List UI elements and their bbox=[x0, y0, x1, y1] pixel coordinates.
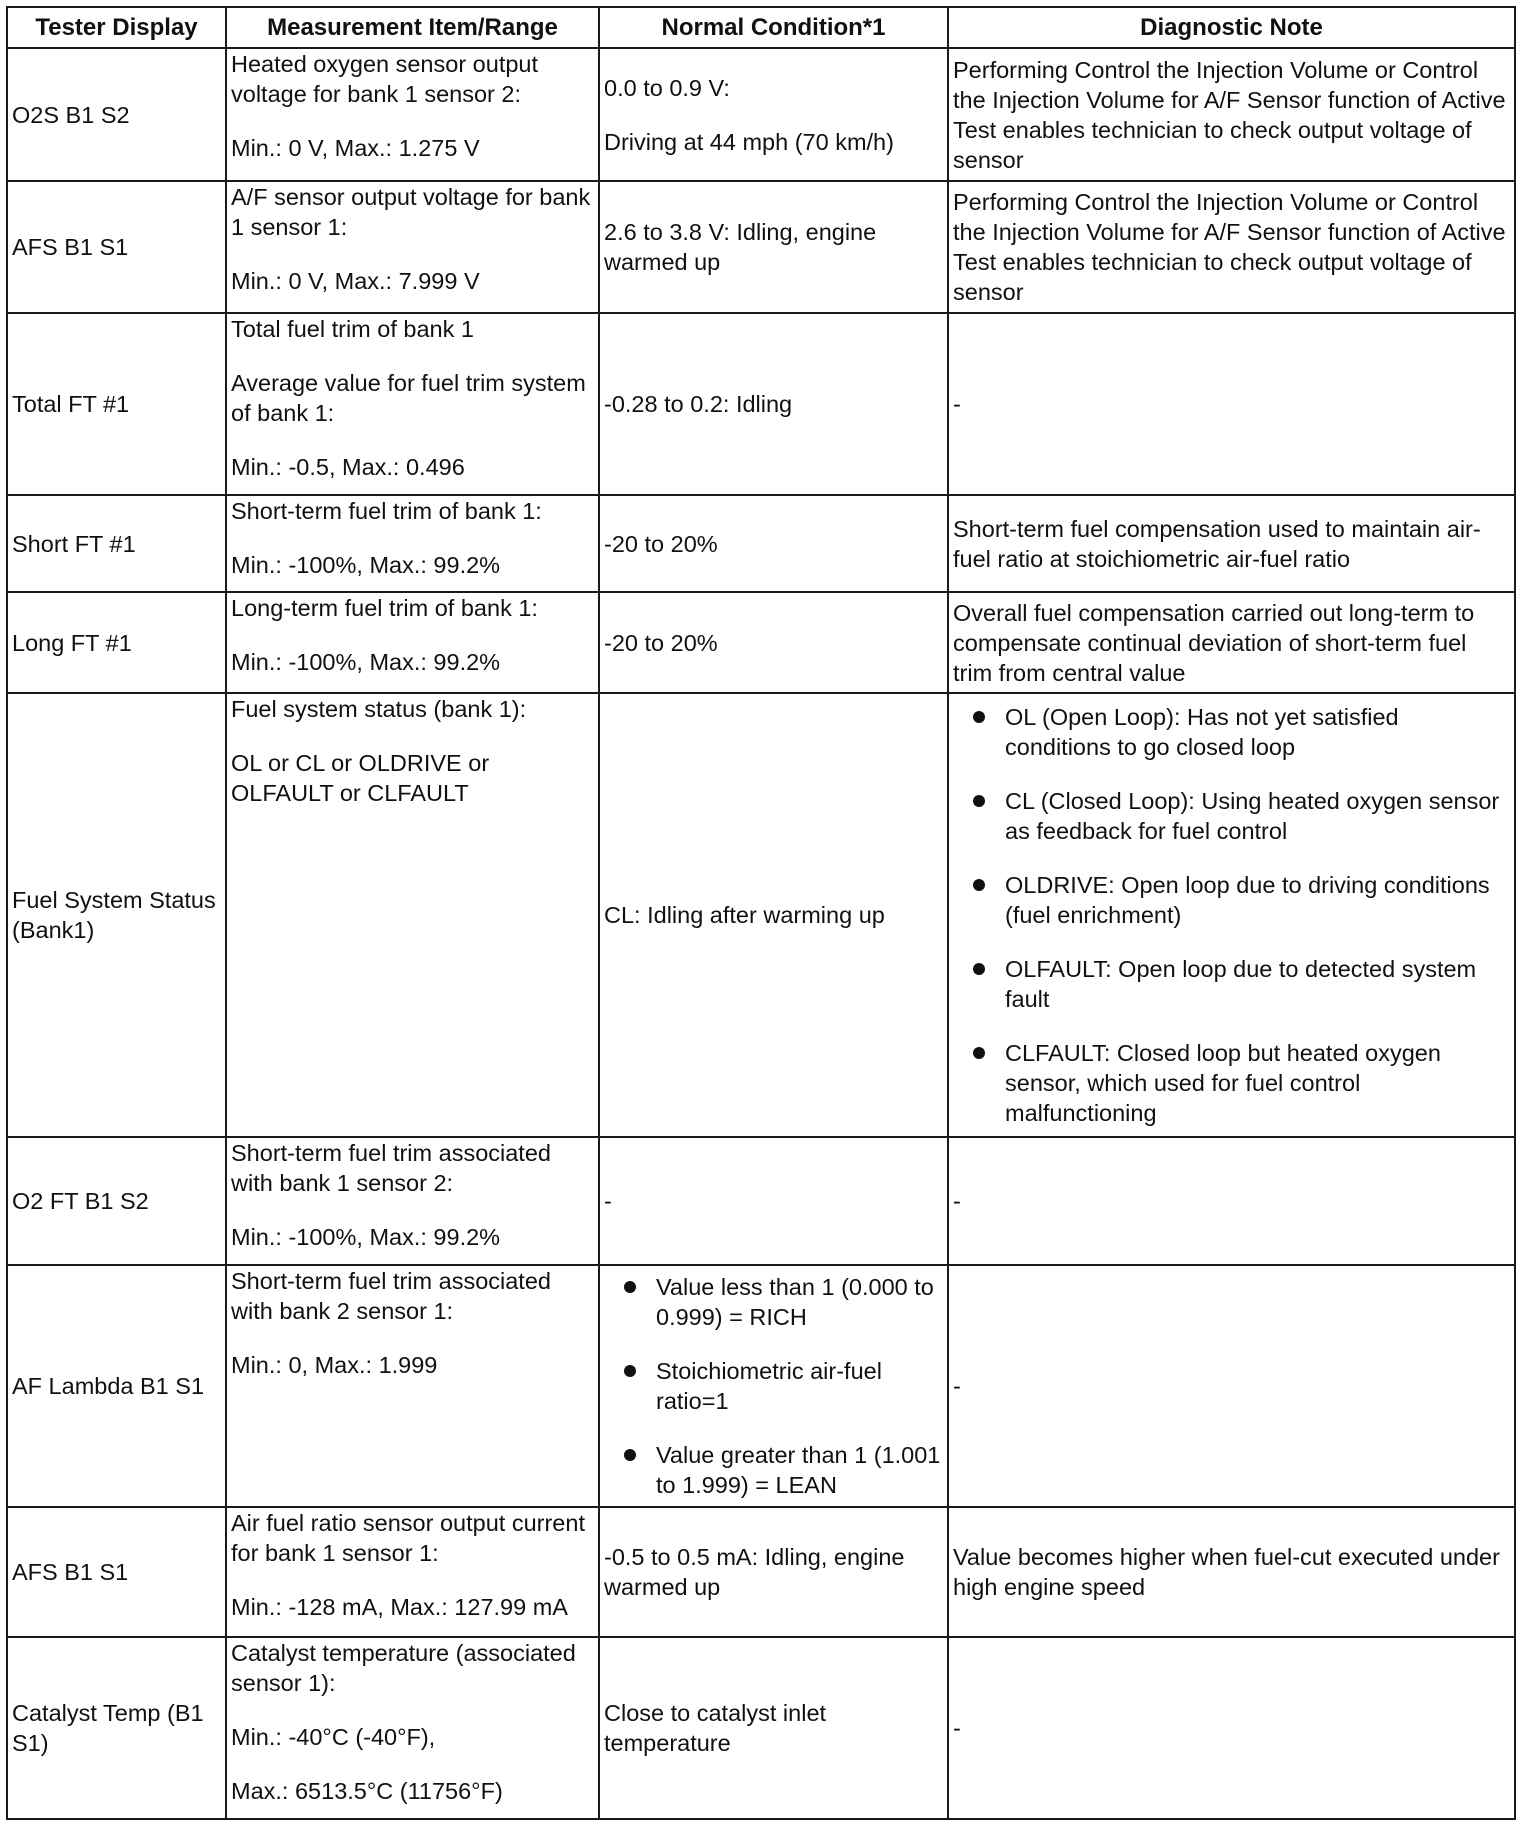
tester-display-cell: Short FT #1 bbox=[7, 495, 226, 592]
measurement-line: Short-term fuel trim associated with bank 1 sensor 2: bbox=[231, 1140, 551, 1196]
tester-display-cell: Fuel System Status (Bank1) bbox=[7, 693, 226, 1137]
normal-condition-bullet-item: Stoichiometric air-fuel ratio=1 bbox=[624, 1356, 943, 1416]
diagnostic-note-bullet-list bbox=[953, 702, 1510, 1128]
measurement-line: Heated oxygen sensor output voltage for bank 1 sensor 2: bbox=[231, 51, 539, 107]
measurement-line: Short-term fuel trim associated with bank 2 sensor 1: bbox=[231, 1268, 551, 1324]
normal-condition-line: Driving at 44 mph (70 km/h) bbox=[604, 128, 894, 155]
diagnostic-note-cell bbox=[948, 313, 1515, 495]
normal-condition-cell bbox=[599, 1265, 948, 1507]
normal-condition-line: Close to catalyst inlet temperature bbox=[604, 1700, 827, 1756]
measurement-line: Short-term fuel trim of bank 1: bbox=[231, 498, 542, 524]
normal-condition-cell bbox=[599, 313, 948, 495]
tester-display-cell: Catalyst Temp (B1 S1) bbox=[7, 1637, 226, 1819]
normal-condition-cell bbox=[599, 1507, 948, 1637]
tester-display-cell: Long FT #1 bbox=[7, 592, 226, 693]
tester-display-cell: O2S B1 S2 bbox=[7, 48, 226, 181]
normal-condition-cell bbox=[599, 1637, 948, 1819]
measurement-line: Total fuel trim of bank 1 bbox=[231, 316, 474, 342]
diagnostic-note-bullet-item: OLFAULT: Open loop due to detected system fault bbox=[973, 954, 1510, 1014]
diagnostic-note-cell bbox=[948, 495, 1515, 592]
measurement-line: Min.: 0, Max.: 1.999 bbox=[231, 1352, 438, 1378]
measurement-line: OL or CL or OLDRIVE or OLFAULT or CLFAULT bbox=[231, 750, 490, 806]
normal-condition-cell bbox=[599, 495, 948, 592]
table-row-afs-b1-s1 bbox=[7, 1507, 1515, 1637]
measurement-line: Fuel system status (bank 1): bbox=[231, 696, 527, 722]
measurement-line: Min.: -100%, Max.: 99.2% bbox=[231, 649, 501, 675]
measurement-cell bbox=[226, 1637, 599, 1819]
measurement-cell bbox=[226, 313, 599, 495]
measurement-cell bbox=[226, 693, 599, 1137]
normal-condition-cell bbox=[599, 181, 948, 313]
table-row-af-lambda-b1-s1 bbox=[7, 1265, 1515, 1507]
measurement-line: Max.: 6513.5°C (11756°F) bbox=[231, 1778, 503, 1804]
normal-condition-line: -0.5 to 0.5 mA: Idling, engine warmed up bbox=[604, 1544, 905, 1600]
header-measurement-item: Measurement Item/Range bbox=[226, 7, 599, 48]
measurement-cell bbox=[226, 592, 599, 693]
normal-condition-line: 0.0 to 0.9 V: bbox=[604, 74, 730, 101]
normal-condition-line: -0.28 to 0.2: Idling bbox=[604, 391, 793, 417]
normal-condition-cell bbox=[599, 1137, 948, 1265]
diagnostic-note-cell bbox=[948, 1265, 1515, 1507]
header-row bbox=[7, 7, 1515, 48]
normal-condition-cell bbox=[599, 592, 948, 693]
measurement-line: Min.: -0.5, Max.: 0.496 bbox=[231, 454, 465, 480]
measurement-line: Catalyst temperature (associated sensor 1): bbox=[231, 1640, 576, 1696]
diagnostic-note-cell bbox=[948, 693, 1515, 1137]
measurement-line: A/F sensor output voltage for bank 1 sensor 1: bbox=[231, 184, 591, 240]
tester-display-cell: AFS B1 S1 bbox=[7, 181, 226, 313]
header-tester-display: Tester Display bbox=[7, 7, 226, 48]
tester-display-cell: AF Lambda B1 S1 bbox=[7, 1265, 226, 1507]
normal-condition-bullet-item: Value greater than 1 (1.001 to 1.999) = LEAN bbox=[624, 1440, 943, 1500]
diagnostic-note-line: Performing Control the Injection Volume or Control the Injection Volume for A/F Sensor function of Active Test enables technician to check output voltage of sensor bbox=[953, 189, 1506, 305]
diagnostic-note-cell bbox=[948, 592, 1515, 693]
measurement-cell bbox=[226, 1507, 599, 1637]
tester-display-cell: Total FT #1 bbox=[7, 313, 226, 495]
table-row-total-ft-1 bbox=[7, 313, 1515, 495]
diagnostic-note-cell bbox=[948, 181, 1515, 313]
normal-condition-line: -20 to 20% bbox=[604, 629, 718, 656]
measurement-cell bbox=[226, 1265, 599, 1507]
measurement-line: Min.: -100%, Max.: 99.2% bbox=[231, 552, 501, 578]
normal-condition-cell bbox=[599, 48, 948, 181]
table-row-long-ft-1 bbox=[7, 592, 1515, 693]
normal-condition-cell bbox=[599, 693, 948, 1137]
normal-condition-bullet-item: Value less than 1 (0.000 to 0.999) = RICH bbox=[624, 1272, 943, 1332]
measurement-line: Min.: -40°C (-40°F), bbox=[231, 1724, 436, 1750]
normal-condition-bullet-list bbox=[604, 1272, 943, 1500]
table-row-o2-ft-b1-s2 bbox=[7, 1137, 1515, 1265]
normal-condition-line: 2.6 to 3.8 V: Idling, engine warmed up bbox=[604, 219, 877, 275]
table-row-afs-b1-s1 bbox=[7, 181, 1515, 313]
measurement-line: Air fuel ratio sensor output current for bank 1 sensor 1: bbox=[231, 1510, 585, 1566]
measurement-cell bbox=[226, 48, 599, 181]
table-row-fuel-system-status-bank1 bbox=[7, 693, 1515, 1137]
diagnostic-note-line: Short-term fuel compensation used to maintain air-fuel ratio at stoichiometric air-fuel ratio bbox=[953, 515, 1481, 572]
measurement-line: Min.: 0 V, Max.: 1.275 V bbox=[231, 135, 480, 161]
measurement-line: Min.: -100%, Max.: 99.2% bbox=[231, 1224, 501, 1250]
diagnostic-note-line: Value becomes higher when fuel-cut executed under high engine speed bbox=[953, 1544, 1500, 1600]
diagnostic-note-line: Overall fuel compensation carried out long-term to compensate continual deviation of short-term fuel trim from central value bbox=[953, 599, 1475, 686]
measurement-cell bbox=[226, 495, 599, 592]
data-list-table bbox=[6, 6, 1516, 1820]
normal-condition-line: - bbox=[604, 1188, 612, 1214]
diagnostic-note-cell bbox=[948, 1637, 1515, 1819]
diagnostic-note-cell bbox=[948, 1507, 1515, 1637]
diagnostic-note-line: Performing Control the Injection Volume or Control the Injection Volume for A/F Sensor function of Active Test enables technician to check output voltage of sensor bbox=[953, 56, 1506, 173]
measurement-line: Average value for fuel trim system of bank 1: bbox=[231, 370, 586, 426]
measurement-cell bbox=[226, 181, 599, 313]
diagnostic-note-line: - bbox=[953, 1715, 961, 1741]
diagnostic-note-line: - bbox=[953, 1373, 961, 1399]
diagnostic-note-bullet-item: OL (Open Loop): Has not yet satisfied conditions to go closed loop bbox=[973, 702, 1510, 762]
table-row-catalyst-temp-b1-s1 bbox=[7, 1637, 1515, 1819]
tester-display-cell: AFS B1 S1 bbox=[7, 1507, 226, 1637]
normal-condition-line: -20 to 20% bbox=[604, 530, 718, 557]
diagnostic-note-line: - bbox=[953, 391, 961, 417]
diagnostic-note-line: - bbox=[953, 1188, 961, 1214]
table-row-short-ft-1 bbox=[7, 495, 1515, 592]
diagnostic-note-bullet-item: CLFAULT: Closed loop but heated oxygen sensor, which used for fuel control malfunctioning bbox=[973, 1038, 1510, 1128]
measurement-line: Long-term fuel trim of bank 1: bbox=[231, 595, 538, 621]
measurement-cell bbox=[226, 1137, 599, 1265]
measurement-line: Min.: -128 mA, Max.: 127.99 mA bbox=[231, 1594, 568, 1620]
diagnostic-note-bullet-item: CL (Closed Loop): Using heated oxygen sensor as feedback for fuel control bbox=[973, 786, 1510, 846]
table-row-o2s-b1-s2 bbox=[7, 48, 1515, 181]
normal-condition-line: CL: Idling after warming up bbox=[604, 902, 885, 928]
diagnostic-note-cell bbox=[948, 48, 1515, 181]
measurement-line: Min.: 0 V, Max.: 7.999 V bbox=[231, 268, 480, 294]
tester-display-cell: O2 FT B1 S2 bbox=[7, 1137, 226, 1265]
diagnostic-note-bullet-item: OLDRIVE: Open loop due to driving conditions (fuel enrichment) bbox=[973, 870, 1510, 930]
header-normal-condition: Normal Condition*1 bbox=[599, 7, 948, 48]
diagnostic-note-cell bbox=[948, 1137, 1515, 1265]
spec-sheet bbox=[6, 6, 1514, 1818]
header-diagnostic-note: Diagnostic Note bbox=[948, 7, 1515, 48]
